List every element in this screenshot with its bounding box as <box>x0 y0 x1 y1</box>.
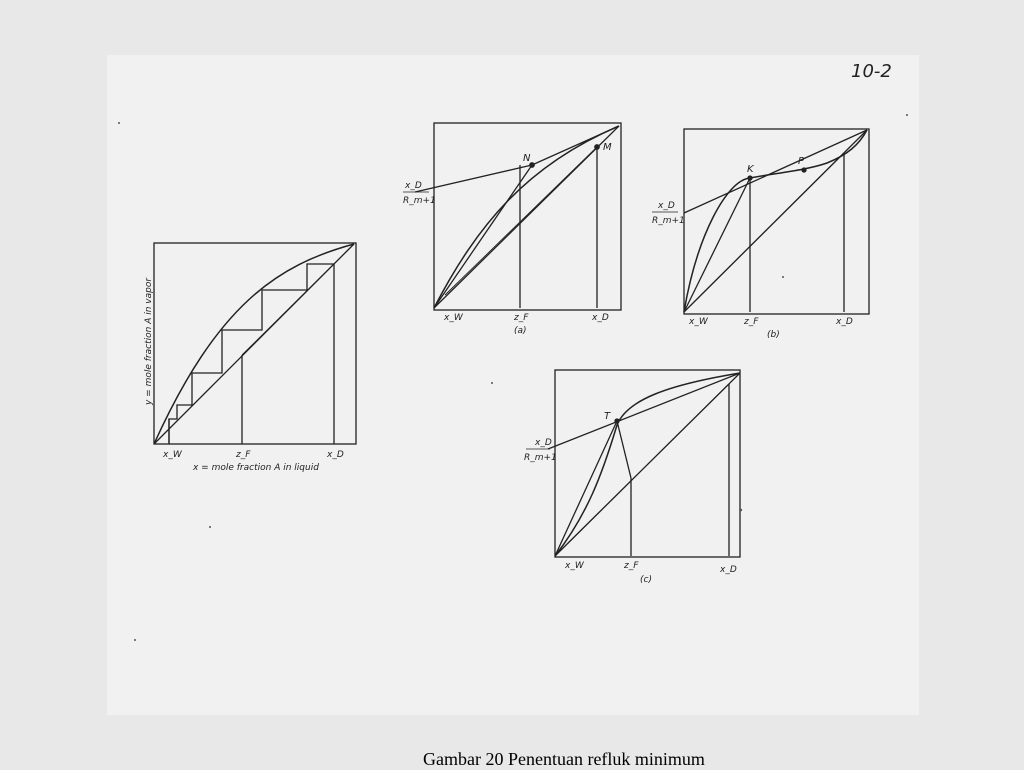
panel-c-feed-line <box>617 421 631 478</box>
panel-c-letter: (c) <box>640 575 652 585</box>
panel-main-operating-line <box>242 244 354 355</box>
panel-a-point-m <box>595 145 599 149</box>
panel-c-intercept-num: x_D <box>535 438 552 448</box>
distillation-diagrams <box>107 55 919 715</box>
panel-a-tick-xd: x_D <box>592 313 609 323</box>
panel-c-tick-zf: z_F <box>624 561 639 571</box>
panel-main-stages <box>169 264 334 444</box>
panel-b-intercept-num: x_D <box>658 201 675 211</box>
panel-a <box>403 123 621 336</box>
panel-a-q-line <box>434 165 532 308</box>
figure-caption: Gambar 20 Penentuan refluk minimum <box>423 749 705 769</box>
panel-c-tick-xd: x_D <box>720 565 737 575</box>
panel-c-tick-xw: x_W <box>565 561 584 571</box>
panel-c-point-t <box>615 419 619 423</box>
panel-b-tick-zf: z_F <box>744 317 759 327</box>
panel-a-operating-line-m <box>445 147 597 295</box>
panel-b-point-k <box>748 176 752 180</box>
panel-a-operating-line-n <box>415 165 532 192</box>
panel-b-label-k: K <box>747 164 754 175</box>
panel-main-ylabel: y = mole fraction A in vapor <box>144 277 154 405</box>
panel-b-tick-xw: x_W <box>689 317 708 327</box>
panel-c-operating-line <box>548 373 740 449</box>
panel-b-intercept-den: R_m+1 <box>652 216 685 226</box>
panel-b-label-p: P <box>798 156 805 167</box>
panel-b-tick-xd: x_D <box>836 317 853 327</box>
panel-c-stripping-line <box>568 384 729 543</box>
panel-a-letter: (a) <box>514 326 527 336</box>
panel-a-label-n: N <box>523 153 531 164</box>
panel-c-q-line <box>555 421 617 556</box>
scanned-figure <box>107 55 919 769</box>
panel-c <box>524 370 740 585</box>
panel-a-tick-xw: x_W <box>444 313 463 323</box>
panel-a-label-m: M <box>603 142 612 153</box>
page-number: 10-2 <box>851 61 892 82</box>
panel-main-tick-xw: x_W <box>163 450 182 460</box>
panel-c-label-t: T <box>604 411 611 422</box>
panel-b-point-p <box>802 168 806 172</box>
panel-c-intercept-den: R_m+1 <box>524 453 557 463</box>
panel-a-intercept-den: R_m+1 <box>403 196 436 206</box>
panel-main-xlabel: x = mole fraction A in liquid <box>193 463 319 473</box>
panel-b-letter: (b) <box>767 330 780 340</box>
panel-main-tick-xd: x_D <box>327 450 344 460</box>
panel-b-operating-line <box>684 130 867 213</box>
panel-a-tick-zf: z_F <box>514 313 529 323</box>
panel-a-intercept-num: x_D <box>405 181 422 191</box>
panel-b <box>652 129 869 340</box>
panel-main-tick-zf: z_F <box>236 450 251 460</box>
panel-main <box>144 243 356 473</box>
